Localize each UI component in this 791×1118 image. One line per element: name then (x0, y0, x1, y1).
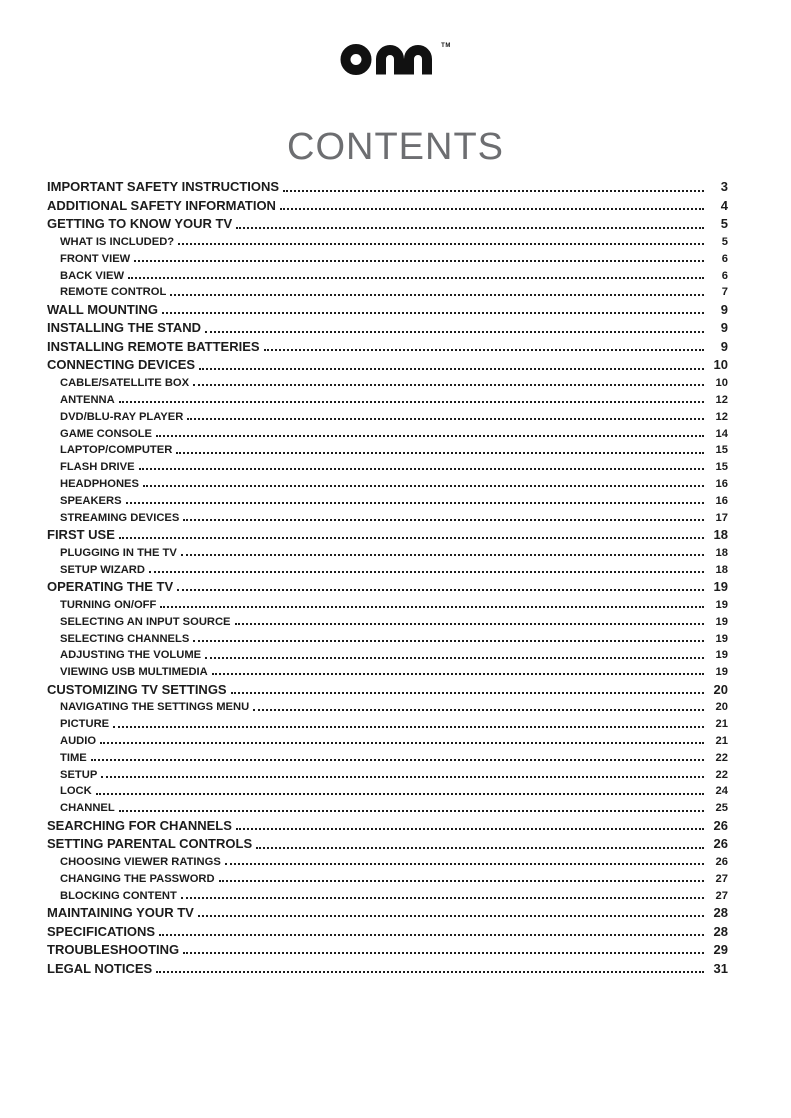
dotted-leader (181, 554, 704, 556)
toc-entry[interactable] (47, 282, 728, 299)
toc-entry-page-number: 22 (715, 751, 728, 764)
toc-entry-label: STREAMING DEVICES (60, 511, 180, 524)
toc-entry-label: TROUBLESHOOTING (47, 942, 180, 958)
toc-entry-label: CHOOSING VIEWER RATINGS (60, 856, 221, 868)
dotted-leader (119, 810, 704, 812)
dotted-leader (283, 190, 704, 192)
toc-entry-page-number: 20 (715, 701, 728, 714)
dotted-leader (183, 519, 704, 521)
toc-entry[interactable] (47, 611, 728, 628)
dotted-leader (225, 863, 704, 865)
dotted-leader (143, 485, 704, 487)
toc-entry-page-number: 18 (715, 546, 728, 559)
toc-entry-label: PICTURE (60, 718, 110, 731)
toc-entry[interactable] (47, 662, 728, 679)
toc-entry[interactable] (47, 815, 728, 834)
toc-entry[interactable] (47, 176, 728, 195)
toc-entry-label: FIRST USE (47, 527, 115, 543)
toc-entry-label: SPEAKERS (60, 494, 122, 507)
toc-entry[interactable] (47, 576, 728, 595)
toc-entry-page-number: 24 (715, 785, 728, 798)
toc-entry[interactable] (47, 373, 728, 390)
table-of-contents (47, 176, 728, 976)
dotted-leader (113, 726, 704, 728)
toc-entry-label: INSTALLING THE STAND (47, 320, 202, 336)
dotted-leader (253, 709, 704, 711)
toc-entry-page-number: 31 (713, 960, 728, 976)
toc-entry[interactable] (47, 559, 728, 576)
toc-entry[interactable] (47, 265, 728, 282)
dotted-leader (205, 331, 704, 333)
toc-entry-label: FLASH DRIVE (60, 461, 135, 474)
toc-entry-page-number: 22 (715, 768, 728, 781)
toc-entry[interactable] (47, 902, 728, 921)
toc-entry[interactable] (47, 299, 728, 318)
toc-entry-page-number: 12 (715, 393, 728, 406)
toc-entry-label: PLUGGING IN THE TV (60, 546, 177, 559)
toc-entry-label: ADDITIONAL SAFETY INFORMATION (47, 197, 276, 213)
toc-entry[interactable] (47, 731, 728, 748)
toc-entry-page-number: 19 (715, 615, 728, 628)
toc-entry-page-number: 26 (713, 817, 728, 833)
dotted-leader (183, 952, 704, 954)
toc-entry[interactable] (47, 490, 728, 507)
toc-entry[interactable] (47, 317, 728, 336)
toc-entry[interactable] (47, 507, 728, 524)
dotted-leader (139, 468, 704, 470)
toc-entry-page-number: 16 (715, 477, 728, 490)
page-title: CONTENTS (287, 126, 504, 168)
toc-entry[interactable] (47, 336, 728, 355)
toc-entry-label: SEARCHING FOR CHANNELS (47, 817, 232, 833)
toc-entry-page-number: 15 (715, 461, 728, 474)
dotted-leader (236, 227, 704, 229)
toc-entry[interactable] (47, 232, 728, 249)
toc-entry-page-number: 6 (721, 252, 728, 265)
dotted-leader (149, 571, 704, 573)
dotted-leader (178, 243, 704, 245)
dotted-leader (134, 260, 704, 262)
toc-entry-page-number: 16 (715, 494, 728, 507)
toc-entry[interactable] (47, 833, 728, 852)
toc-entry[interactable] (47, 781, 728, 798)
toc-entry-page-number: 12 (715, 410, 728, 423)
dotted-leader (177, 589, 704, 591)
toc-entry-page-number: 9 (720, 338, 728, 354)
toc-entry-label: SELECTING CHANNELS (60, 632, 190, 645)
toc-entry-page-number: 10 (715, 377, 728, 390)
dotted-leader (256, 847, 704, 849)
logo-container (0, 42, 791, 76)
dotted-leader (235, 623, 704, 625)
toc-entry-page-number: 27 (715, 872, 728, 885)
dotted-leader (119, 537, 704, 539)
toc-entry-label: LOCK (60, 785, 92, 798)
toc-entry-page-number: 7 (721, 286, 728, 299)
toc-entry[interactable] (47, 885, 728, 902)
dotted-leader (236, 828, 704, 830)
dotted-leader (193, 384, 704, 386)
toc-entry-page-number: 4 (720, 197, 728, 213)
dotted-leader (219, 880, 704, 882)
toc-entry-label: CONNECTING DEVICES (47, 357, 196, 373)
toc-entry-label: DVD/BLU-RAY PLAYER (60, 410, 184, 423)
dotted-leader (128, 277, 704, 279)
toc-entry-label: SPECIFICATIONS (47, 923, 156, 939)
toc-entry-label: GETTING TO KNOW YOUR TV (47, 216, 233, 232)
toc-entry[interactable] (47, 440, 728, 457)
toc-entry-label: SETUP (60, 768, 98, 781)
toc-entry-page-number: 19 (715, 649, 728, 662)
dotted-leader (160, 606, 704, 608)
toc-entry-page-number: 25 (715, 802, 728, 815)
toc-entry[interactable] (47, 248, 728, 265)
toc-entry-page-number: 29 (713, 942, 728, 958)
toc-entry-label: CHANGING THE PASSWORD (60, 872, 215, 885)
toc-entry-page-number: 14 (715, 427, 728, 440)
onn-logo-icon (340, 42, 440, 76)
dotted-leader (280, 208, 704, 210)
dotted-leader (187, 418, 704, 420)
toc-entry[interactable] (47, 524, 728, 543)
toc-entry-label: LEGAL NOTICES (47, 960, 153, 976)
toc-entry[interactable] (47, 423, 728, 440)
toc-entry-label: LAPTOP/COMPUTER (60, 444, 173, 457)
toc-entry-page-number: 9 (720, 301, 728, 317)
dotted-leader (205, 657, 704, 659)
toc-entry[interactable] (47, 354, 728, 373)
toc-entry[interactable] (47, 213, 728, 232)
toc-entry[interactable] (47, 957, 728, 976)
toc-entry-page-number: 21 (715, 718, 728, 731)
toc-entry-label: FRONT VIEW (60, 252, 131, 265)
toc-entry-page-number: 5 (721, 235, 728, 248)
dotted-leader (198, 915, 704, 917)
dotted-leader (193, 640, 704, 642)
toc-entry-page-number: 26 (715, 856, 728, 868)
toc-entry-page-number: 9 (720, 320, 728, 336)
toc-entry[interactable] (47, 473, 728, 490)
toc-entry-label: IMPORTANT SAFETY INSTRUCTIONS (47, 179, 280, 195)
toc-entry-label: SETUP WIZARD (60, 563, 145, 576)
toc-entry[interactable] (47, 868, 728, 885)
toc-entry[interactable] (47, 920, 728, 939)
dotted-leader (156, 435, 704, 437)
toc-entry-label: CUSTOMIZING TV SETTINGS (47, 681, 227, 697)
toc-entry-label: ANTENNA (60, 393, 115, 406)
dotted-leader (176, 452, 704, 454)
dotted-leader (119, 401, 704, 403)
dotted-leader (170, 294, 704, 296)
toc-entry-page-number: 26 (713, 836, 728, 852)
toc-entry-page-number: 19 (713, 579, 728, 595)
dotted-leader (162, 312, 704, 314)
toc-entry-label: TURNING ON/OFF (60, 598, 157, 611)
toc-entry[interactable] (47, 747, 728, 764)
dotted-leader (96, 793, 704, 795)
toc-entry-label: NAVIGATING THE SETTINGS MENU (60, 701, 250, 714)
toc-entry-page-number: 27 (715, 889, 728, 902)
toc-entry[interactable] (47, 939, 728, 958)
toc-entry-label: CHANNEL (60, 802, 115, 815)
toc-entry[interactable] (47, 764, 728, 781)
toc-entry-label: AUDIO (60, 735, 97, 748)
toc-entry-page-number: 10 (713, 357, 728, 373)
toc-entry-label: WALL MOUNTING (47, 301, 158, 317)
toc-entry[interactable] (47, 406, 728, 423)
toc-entry[interactable] (47, 678, 728, 697)
toc-entry-page-number: 28 (713, 923, 728, 939)
toc-entry-page-number: 28 (713, 905, 728, 921)
toc-entry-page-number: 20 (713, 681, 728, 697)
trademark-symbol: TM (441, 43, 451, 49)
toc-entry-label: HEADPHONES (60, 477, 139, 490)
toc-entry-label: VIEWING USB MULTIMEDIA (60, 666, 208, 679)
toc-entry-page-number: 19 (715, 666, 728, 679)
toc-entry-page-number: 5 (720, 216, 728, 232)
toc-entry-page-number: 6 (721, 269, 728, 282)
toc-entry[interactable] (47, 594, 728, 611)
toc-entry-page-number: 17 (715, 511, 728, 524)
toc-entry[interactable] (47, 457, 728, 474)
toc-entry-label: INSTALLING REMOTE BATTERIES (47, 338, 260, 354)
toc-entry-page-number: 3 (720, 179, 728, 195)
toc-entry-label: WHAT IS INCLUDED? (60, 235, 175, 248)
dotted-leader (156, 971, 704, 973)
dotted-leader (212, 673, 704, 675)
toc-entry[interactable] (47, 798, 728, 815)
toc-entry[interactable] (47, 852, 728, 869)
dotted-leader (159, 934, 704, 936)
toc-entry-label: SETTING PARENTAL CONTROLS (47, 836, 253, 852)
toc-entry[interactable] (47, 645, 728, 662)
toc-entry-label: BACK VIEW (60, 269, 125, 282)
toc-entry-label: MAINTAINING YOUR TV (47, 905, 194, 921)
dotted-leader (231, 692, 704, 694)
toc-entry-page-number: 21 (715, 735, 728, 748)
toc-entry-label: SELECTING AN INPUT SOURCE (60, 615, 231, 628)
toc-entry-label: GAME CONSOLE (60, 427, 152, 440)
toc-entry-label: TIME (60, 751, 87, 764)
toc-entry[interactable] (47, 628, 728, 645)
dotted-leader (91, 759, 704, 761)
dotted-leader (264, 349, 704, 351)
toc-entry-page-number: 18 (715, 563, 728, 576)
toc-entry-label: ADJUSTING THE VOLUME (60, 649, 202, 662)
dotted-leader (126, 502, 704, 504)
dotted-leader (199, 368, 704, 370)
toc-entry-page-number: 18 (713, 527, 728, 543)
dotted-leader (101, 776, 704, 778)
toc-entry-page-number: 19 (715, 632, 728, 645)
toc-entry[interactable] (47, 195, 728, 214)
toc-entry[interactable] (47, 697, 728, 714)
toc-entry-page-number: 19 (715, 598, 728, 611)
toc-entry[interactable] (47, 714, 728, 731)
dotted-leader (100, 742, 704, 744)
dotted-leader (181, 897, 704, 899)
toc-entry-label: OPERATING THE TV (47, 579, 174, 595)
toc-entry-label: CABLE/SATELLITE BOX (60, 377, 190, 390)
toc-entry[interactable] (47, 389, 728, 406)
toc-entry-label: REMOTE CONTROL (60, 286, 167, 299)
toc-entry[interactable] (47, 542, 728, 559)
toc-entry-label: BLOCKING CONTENT (60, 889, 177, 902)
toc-entry-page-number: 15 (715, 444, 728, 457)
